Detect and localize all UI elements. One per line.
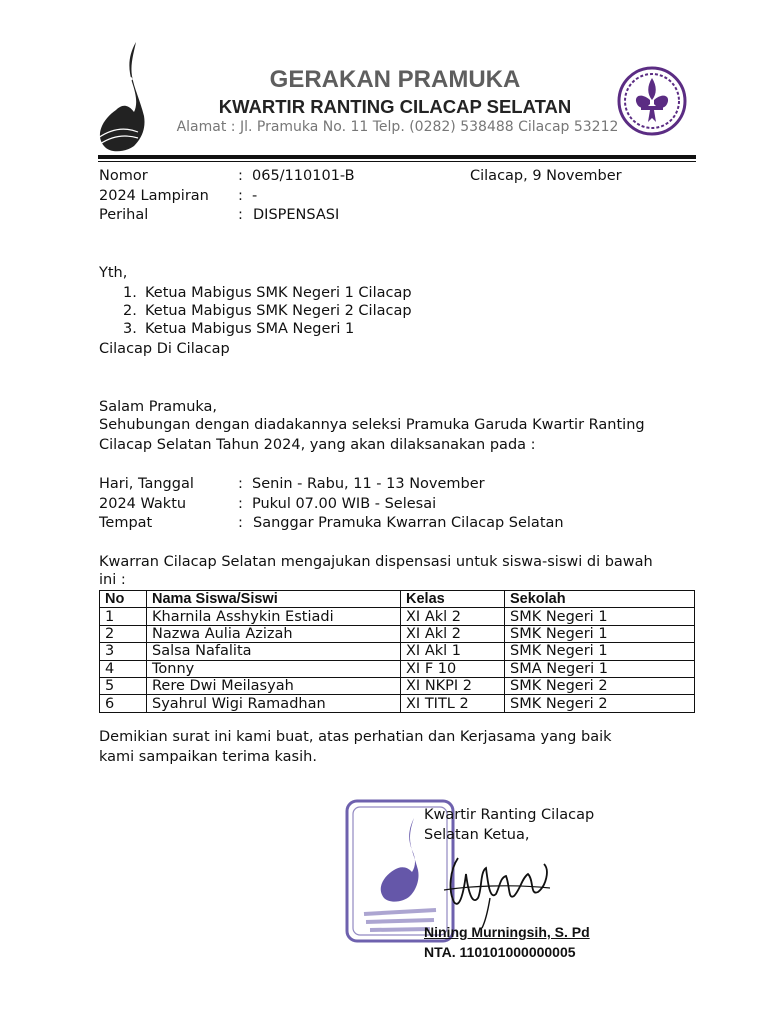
cell-no: 4 — [100, 660, 147, 677]
closing-line-1: Demikian surat ini kami buat, atas perhatian dan Kerjasama yang baik — [99, 729, 612, 745]
letterhead-address: Alamat : Jl. Pramuka No. 11 Telp. (0282) 538488 Cilacap 53212 — [176, 119, 619, 135]
waktu-label: 2024 Waktu — [99, 496, 187, 512]
hari-colon: : — [238, 476, 243, 492]
waktu-value: Pukul 07.00 WIB - Selesai — [252, 496, 437, 512]
recipient-item — [123, 302, 412, 320]
header-sekolah: Sekolah — [505, 591, 695, 608]
cell-name: Kharnila Asshykin Estiadi — [147, 608, 401, 625]
perihal-colon: : — [238, 207, 243, 223]
recipient-text: Ketua Mabigus SMA Negeri 1 — [145, 321, 355, 337]
cell-no: 5 — [100, 677, 147, 694]
cell-name: Rere Dwi Meilasyah — [147, 677, 401, 694]
tempat-label: Tempat — [99, 515, 153, 531]
recipient-list — [123, 284, 412, 338]
lampiran-value: - — [252, 188, 258, 204]
lampiran-colon: : — [238, 188, 243, 204]
cell-kelas: XI Akl 2 — [401, 625, 505, 642]
lampiran-label: 2024 Lampiran — [99, 188, 209, 204]
cell-kelas: XI Akl 1 — [401, 643, 505, 660]
cell-no: 3 — [100, 643, 147, 660]
header-name: Nama Siswa/Siswi — [147, 591, 401, 608]
handwritten-signature — [430, 850, 560, 930]
recipient-text: Ketua Mabigus SMK Negeri 1 Cilacap — [145, 285, 412, 301]
signature-org-line-2: Selatan Ketua, — [424, 827, 530, 843]
table-row — [100, 660, 695, 677]
cell-sekolah: SMK Negeri 1 — [505, 608, 695, 625]
nomor-value: 065/110101-B — [252, 168, 355, 184]
wosm-emblem-icon — [617, 66, 687, 136]
cell-sekolah: SMK Negeri 2 — [505, 677, 695, 694]
closing-line-2: kami sampaikan terima kasih. — [99, 749, 317, 765]
recipient-text: Ketua Mabigus SMK Negeri 2 Cilacap — [145, 303, 412, 319]
header-no: No — [100, 591, 147, 608]
signature-org-line-1: Kwartir Ranting Cilacap — [424, 807, 595, 823]
nomor-colon: : — [238, 168, 243, 184]
greeting: Salam Pramuka, — [99, 399, 218, 415]
recipient-number: 1. — [123, 285, 137, 301]
student-table — [99, 590, 695, 713]
intro-line-2: Cilacap Selatan Tahun 2024, yang akan dilaksanakan pada : — [99, 437, 536, 453]
cell-kelas: XI F 10 — [401, 660, 505, 677]
hari-value: Senin - Rabu, 11 - 13 November — [252, 476, 485, 492]
cell-sekolah: SMK Negeri 1 — [505, 625, 695, 642]
tempat-value: Sanggar Pramuka Kwarran Cilacap Selatan — [253, 515, 564, 531]
cell-no: 1 — [100, 608, 147, 625]
cell-sekolah: SMK Negeri 2 — [505, 695, 695, 712]
letterhead-subtitle: KWARTIR RANTING CILACAP SELATAN — [218, 96, 572, 117]
recipient-number: 3. — [123, 321, 137, 337]
table-row — [100, 643, 695, 660]
cell-sekolah: SMA Negeri 1 — [505, 660, 695, 677]
table-row — [100, 608, 695, 625]
cell-kelas: XI TITL 2 — [401, 695, 505, 712]
recipient-salutation: Yth, — [99, 265, 128, 281]
recipient-item — [123, 284, 412, 302]
header-kelas: Kelas — [401, 591, 505, 608]
cell-kelas: XI NKPI 2 — [401, 677, 505, 694]
perihal-value: DISPENSASI — [253, 207, 340, 223]
letter-date: Cilacap, 9 November — [470, 168, 622, 184]
signatory-name: Nining Murningsih, S. Pd — [424, 924, 590, 940]
perihal-label: Perihal — [99, 207, 149, 223]
table-row — [100, 625, 695, 642]
cell-kelas: XI Akl 2 — [401, 608, 505, 625]
nomor-label: Nomor — [99, 168, 148, 184]
intro-line-1: Sehubungan dengan diadakannya seleksi Pramuka Garuda Kwartir Ranting — [99, 417, 645, 433]
table-row — [100, 695, 695, 712]
signatory-nta: NTA. 110101000000005 — [424, 944, 576, 960]
cell-no: 2 — [100, 625, 147, 642]
recipient-location: Cilacap Di Cilacap — [99, 341, 230, 357]
cell-name: Tonny — [147, 660, 401, 677]
recipient-item — [123, 320, 412, 338]
letterhead-title: GERAKAN PRAMUKA — [269, 66, 521, 93]
cell-name: Syahrul Wigi Ramadhan — [147, 695, 401, 712]
header-rule-thick — [98, 155, 696, 159]
table-row — [100, 677, 695, 694]
cell-no: 6 — [100, 695, 147, 712]
cell-name: Nazwa Aulia Azizah — [147, 625, 401, 642]
tempat-colon: : — [238, 515, 243, 531]
header-rule-thin — [98, 161, 696, 162]
waktu-colon: : — [238, 496, 243, 512]
table-header-row — [100, 591, 695, 608]
cell-name: Salsa Nafalita — [147, 643, 401, 660]
dispensation-line-1: Kwarran Cilacap Selatan mengajukan dispensasi untuk siswa-siswi di bawah — [99, 554, 653, 570]
recipient-number: 2. — [123, 303, 137, 319]
cell-sekolah: SMK Negeri 1 — [505, 643, 695, 660]
hari-label: Hari, Tanggal — [99, 476, 194, 492]
tunas-kelapa-logo — [88, 38, 150, 154]
dispensation-line-2: ini : — [99, 572, 126, 588]
